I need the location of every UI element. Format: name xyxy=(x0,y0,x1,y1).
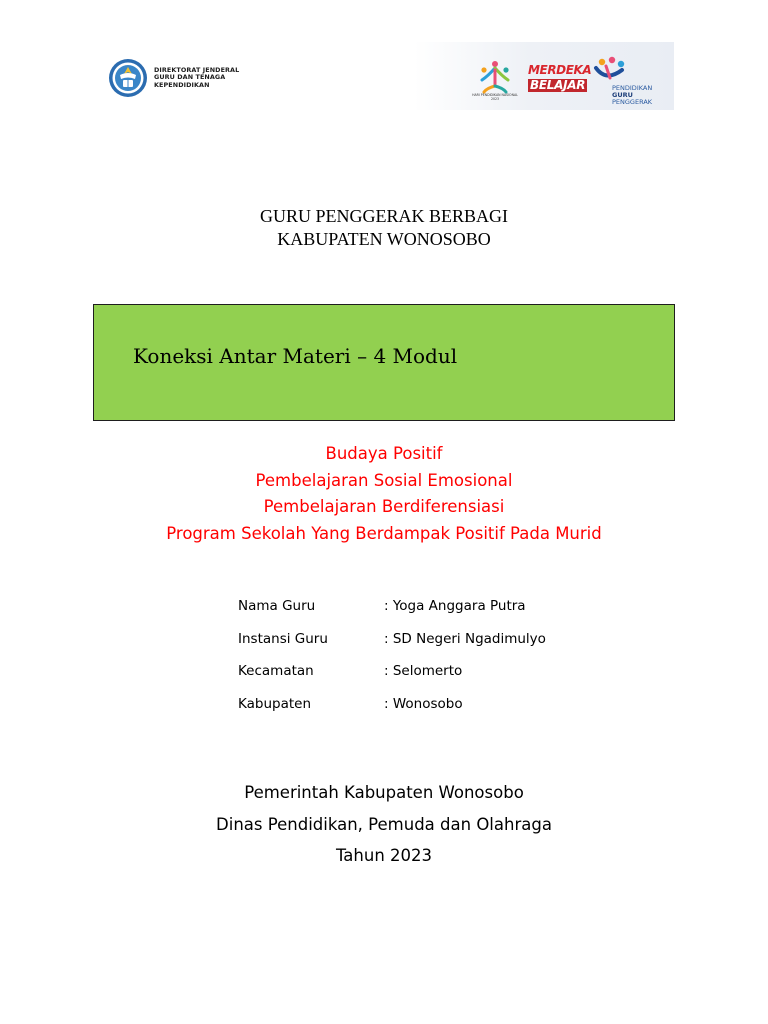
tut-wuri-handayani-logo xyxy=(108,58,148,98)
info-value: : Wonosobo xyxy=(384,695,463,712)
info-label: Nama Guru xyxy=(238,598,316,614)
pgp-text xyxy=(612,85,652,107)
topic-item: Pembelajaran Berdiferensiasi xyxy=(263,497,505,516)
subject-heading: Koneksi Antar Materi – 4 Modul xyxy=(133,344,458,368)
hgn-caption-line-2: 2023 xyxy=(490,97,500,101)
dirjen-line-2: GURU DAN TENAGA xyxy=(154,73,226,82)
pgp-line-3: PENGGERAK xyxy=(612,98,653,107)
title-line-1: GURU PENGGERAK BERBAGI xyxy=(259,206,508,226)
belajar-text: BELAJAR xyxy=(530,78,586,92)
hgn-caption-line-1: HARI PENDIDIKAN NASIONAL xyxy=(472,93,518,97)
dirjen-line-3: KEPENDIDIKAN xyxy=(154,80,210,89)
info-label: Instansi Guru xyxy=(238,630,328,647)
document-title xyxy=(0,205,768,251)
merdeka-belajar-logo xyxy=(528,63,592,96)
topic-item: Budaya Positif xyxy=(325,444,443,463)
topic-item: Pembelajaran Sosial Emosional xyxy=(255,470,513,490)
footer-line-2: Dinas Pendidikan, Pemuda dan Olahraga xyxy=(216,814,552,834)
merdeka-text: MERDEKA xyxy=(528,63,592,77)
topic-list xyxy=(0,441,768,547)
institution-footer xyxy=(0,777,768,872)
info-value: : Yoga Anggara Putra xyxy=(384,598,526,614)
info-label: Kecamatan xyxy=(238,663,314,679)
subject-box xyxy=(93,304,675,421)
footer-line-3: Tahun 2023 xyxy=(335,846,433,865)
pgp-line-1: PENDIDIKAN xyxy=(612,84,653,92)
hgn-caption xyxy=(468,93,522,101)
pgp-line-2: GURU xyxy=(612,91,633,100)
title-line-2: KABUPATEN WONOSOBO xyxy=(277,229,491,249)
dirjen-gtk-text xyxy=(154,67,239,89)
footer-line-1: Pemerintah Kabupaten Wonosobo xyxy=(244,783,524,802)
info-label: Kabupaten xyxy=(238,695,312,712)
dirjen-line-1: DIREKTORAT JENDERAL xyxy=(154,66,240,74)
info-value: : Selomerto xyxy=(384,663,463,679)
topic-item: Program Sekolah Yang Berdampak Positif Pada Murid xyxy=(166,523,602,543)
info-value: : SD Negeri Ngadimulyo xyxy=(384,630,546,647)
